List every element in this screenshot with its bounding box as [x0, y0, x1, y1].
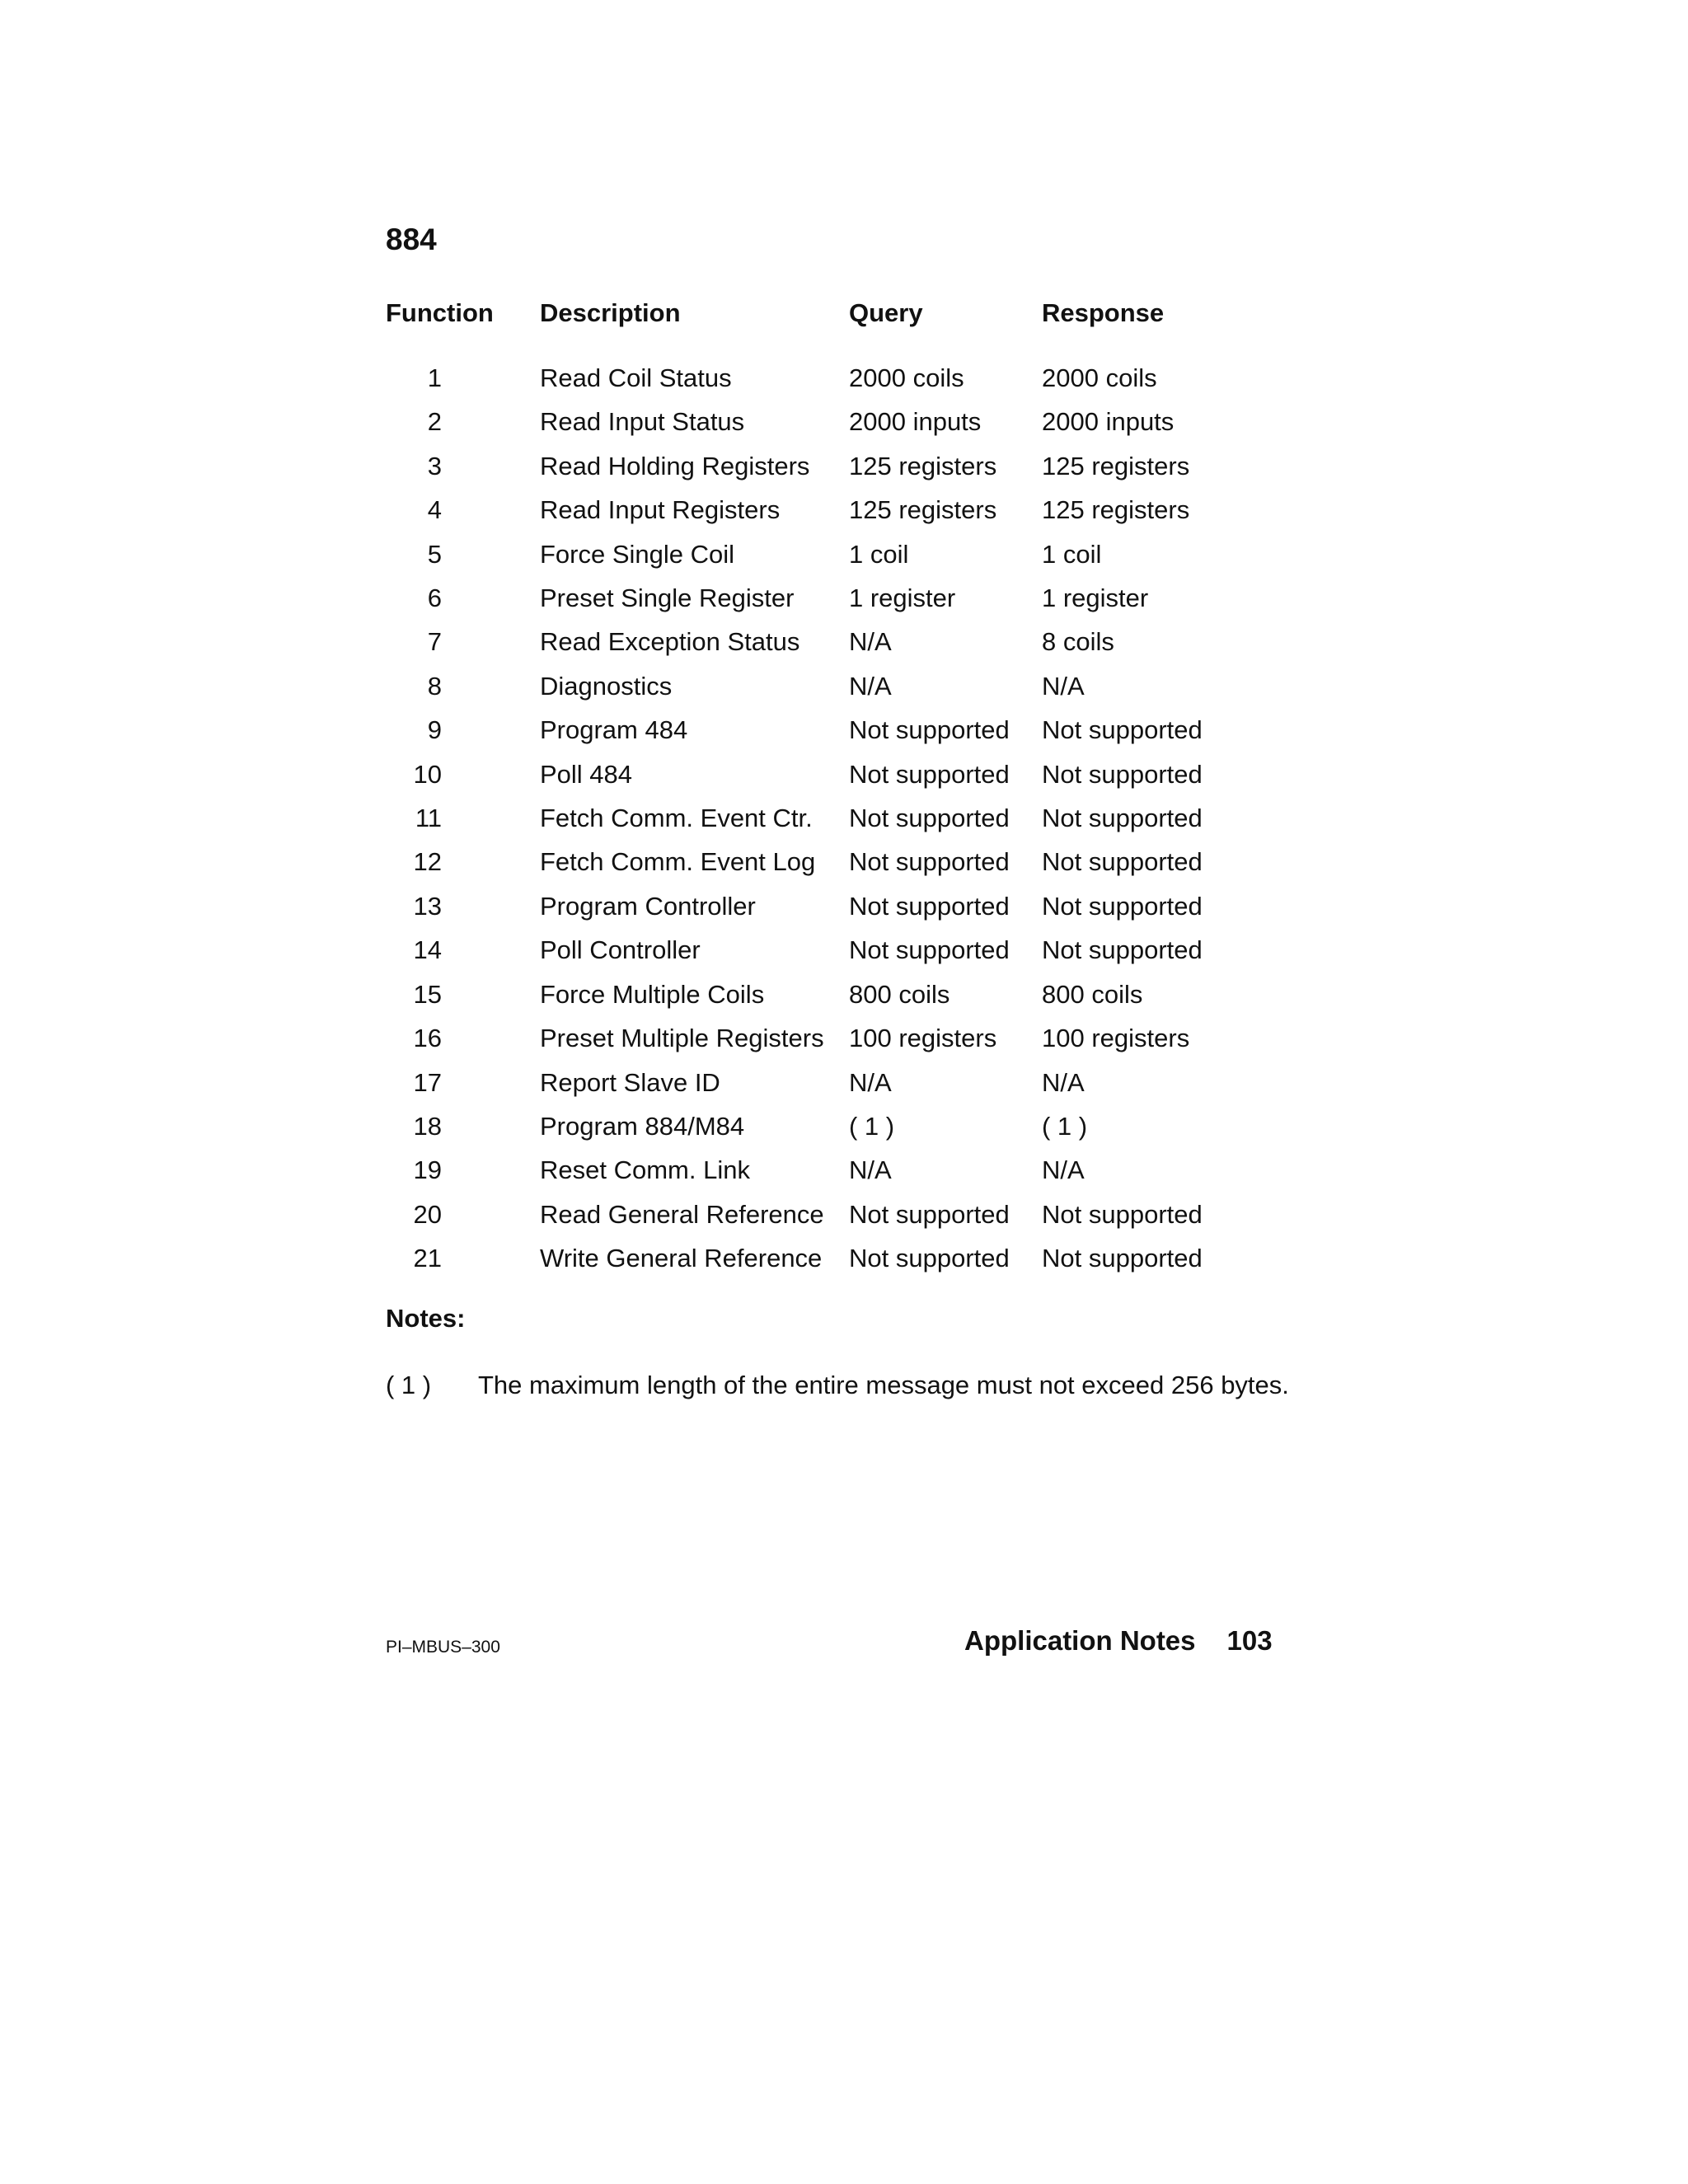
table-row	[386, 1016, 1223, 1060]
cell-query: Not supported	[849, 804, 1010, 833]
cell-response: 1 coil	[1042, 539, 1102, 569]
cell-response: 100 registers	[1042, 1024, 1190, 1053]
cell-query: Not supported	[849, 1244, 1010, 1273]
cell-description: Program 484	[540, 715, 688, 745]
cell-response: 1 register	[1042, 583, 1149, 613]
table-row	[386, 620, 1223, 663]
table-body	[386, 356, 1223, 1281]
cell-query: 1 register	[849, 583, 956, 613]
cell-function: 21	[413, 1244, 442, 1273]
cell-query: 125 registers	[849, 451, 997, 480]
cell-function: 11	[415, 804, 442, 833]
cell-response: N/A	[1042, 671, 1085, 701]
cell-query: 1 coil	[849, 539, 909, 569]
cell-function: 5	[427, 539, 442, 569]
cell-response: 2000 coils	[1042, 363, 1157, 392]
table-row	[386, 576, 1223, 620]
section-title: 884	[386, 223, 437, 256]
cell-response: 125 registers	[1042, 451, 1190, 480]
table-row	[386, 1148, 1223, 1192]
cell-description: Write General Reference	[540, 1244, 823, 1273]
cell-query: 2000 inputs	[849, 407, 982, 437]
cell-response: Not supported	[1042, 759, 1203, 789]
cell-description: Read Holding Registers	[540, 451, 810, 480]
cell-function: 17	[413, 1067, 442, 1097]
table-row	[386, 796, 1223, 840]
cell-response: Not supported	[1042, 715, 1203, 745]
cell-function: 16	[413, 1024, 442, 1053]
table-row	[386, 488, 1223, 532]
cell-response: Not supported	[1042, 935, 1203, 965]
table-header-row	[386, 292, 1223, 336]
cell-function: 18	[413, 1111, 442, 1141]
cell-description: Diagnostics	[540, 671, 673, 701]
cell-function: 2	[427, 407, 442, 437]
cell-description: Preset Single Register	[540, 583, 795, 613]
cell-description: Preset Multiple Registers	[540, 1024, 824, 1053]
cell-response: N/A	[1042, 1155, 1085, 1185]
table-row	[386, 1061, 1223, 1104]
table-row	[386, 400, 1223, 443]
function-table	[386, 292, 1223, 1281]
cell-description: Poll Controller	[540, 935, 701, 965]
cell-query: Not supported	[849, 759, 1010, 789]
cell-function: 1	[427, 363, 442, 392]
table-row	[386, 444, 1223, 488]
cell-response: Not supported	[1042, 847, 1203, 877]
cell-function: 14	[413, 935, 442, 965]
cell-description: Read General Reference	[540, 1199, 824, 1229]
cell-query: N/A	[849, 671, 892, 701]
cell-function: 3	[427, 451, 442, 480]
cell-query: Not supported	[849, 935, 1010, 965]
page-number: 103	[1226, 1625, 1273, 1656]
cell-description: Read Input Status	[540, 407, 745, 437]
note-item	[386, 1372, 1289, 1398]
table-row	[386, 532, 1223, 576]
cell-query: N/A	[849, 1067, 892, 1097]
cell-query: 100 registers	[849, 1024, 997, 1053]
cell-description: Report Slave ID	[540, 1067, 720, 1097]
cell-response: 125 registers	[1042, 495, 1190, 525]
note-marker: ( 1 )	[386, 1371, 432, 1399]
cell-function: 10	[413, 759, 442, 789]
cell-query: N/A	[849, 627, 892, 657]
footer-section	[964, 1627, 1273, 1654]
cell-function: 15	[413, 979, 442, 1009]
cell-description: Fetch Comm. Event Ctr.	[540, 804, 813, 833]
notes-heading: Notes:	[386, 1304, 466, 1333]
cell-response: 2000 inputs	[1042, 407, 1175, 437]
footer-doc-id: PI–MBUS–300	[386, 1638, 500, 1657]
cell-function: 20	[413, 1199, 442, 1229]
header-response: Response	[1042, 298, 1165, 327]
table-row	[386, 752, 1223, 796]
header-description: Description	[540, 298, 681, 327]
header-query: Query	[849, 298, 923, 327]
cell-response: 8 coils	[1042, 627, 1114, 657]
cell-response: Not supported	[1042, 1199, 1203, 1229]
cell-description: Read Exception Status	[540, 627, 800, 657]
cell-function: 13	[413, 891, 442, 921]
table-row	[386, 972, 1223, 1016]
cell-function: 6	[427, 583, 442, 613]
cell-query: 125 registers	[849, 495, 997, 525]
cell-description: Poll 484	[540, 759, 633, 789]
cell-description: Reset Comm. Link	[540, 1155, 750, 1185]
cell-response: 800 coils	[1042, 979, 1143, 1009]
cell-query: 2000 coils	[849, 363, 964, 392]
table-row	[386, 664, 1223, 708]
cell-response: Not supported	[1042, 891, 1203, 921]
cell-function: 12	[413, 847, 442, 877]
cell-description: Read Input Registers	[540, 495, 781, 525]
cell-description: Fetch Comm. Event Log	[540, 847, 816, 877]
cell-description: Read Coil Status	[540, 363, 732, 392]
cell-function: 19	[413, 1155, 442, 1185]
table-row	[386, 1193, 1223, 1236]
footer-section-name: Application Notes	[964, 1625, 1196, 1656]
cell-query: ( 1 )	[849, 1111, 895, 1141]
table-row	[386, 1104, 1223, 1148]
cell-function: 7	[427, 627, 442, 657]
table-row	[386, 884, 1223, 928]
header-function: Function	[386, 298, 494, 327]
cell-description: Program Controller	[540, 891, 756, 921]
cell-query: 800 coils	[849, 979, 950, 1009]
cell-query: Not supported	[849, 847, 1010, 877]
cell-response: Not supported	[1042, 804, 1203, 833]
cell-query: Not supported	[849, 715, 1010, 745]
cell-query: N/A	[849, 1155, 892, 1185]
cell-function: 4	[427, 495, 442, 525]
table-row	[386, 1236, 1223, 1280]
cell-response: Not supported	[1042, 1244, 1203, 1273]
cell-description: Program 884/M84	[540, 1111, 745, 1141]
table-row	[386, 708, 1223, 752]
cell-query: Not supported	[849, 1199, 1010, 1229]
note-text: The maximum length of the entire message must not exceed 256 bytes.	[478, 1371, 1289, 1399]
cell-query: Not supported	[849, 891, 1010, 921]
cell-description: Force Single Coil	[540, 539, 735, 569]
cell-response: ( 1 )	[1042, 1111, 1088, 1141]
cell-description: Force Multiple Coils	[540, 979, 765, 1009]
cell-function: 8	[427, 671, 442, 701]
cell-response: N/A	[1042, 1067, 1085, 1097]
table-row	[386, 840, 1223, 883]
table-row	[386, 928, 1223, 972]
table-row	[386, 356, 1223, 400]
cell-function: 9	[427, 715, 442, 745]
